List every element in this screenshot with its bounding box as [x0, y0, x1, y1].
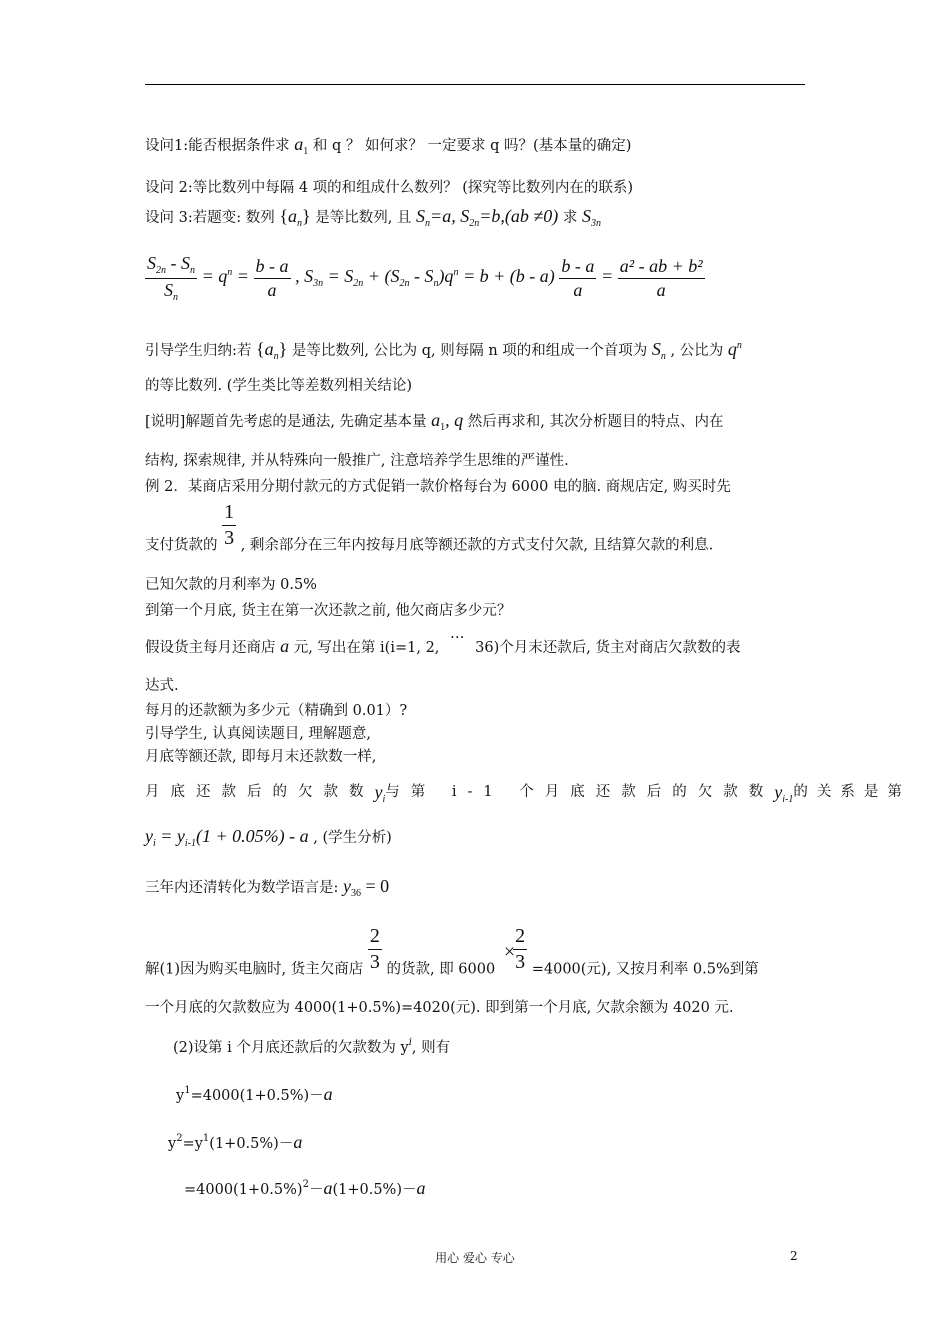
pay-pre: 支付货款的	[145, 537, 218, 554]
guide-2: 月底等额还款, 即每月末还款数一样,	[145, 749, 377, 765]
page-number: 2	[790, 1249, 798, 1263]
equation-3: $=4000(1+0.5\%)^2-a(1+0.5\%)-a$	[184, 1178, 426, 1198]
summary-pre: 引导学生归纳:若	[145, 343, 252, 359]
three-year-line	[145, 876, 389, 904]
eq-qn: = $q^n$ =	[201, 266, 249, 286]
seq-an-2: $\{a_n\}$	[256, 339, 288, 362]
relation-eq: $y_i = y_{i-1}(1 + 0.05\%) - a$	[145, 826, 309, 849]
note-post: 然后再求和, 其次分析题目的特点、内在	[467, 414, 724, 430]
equation-1: $y^1=4000(1+0.5\%)-a$	[176, 1084, 333, 1104]
q3-condition: $S_n=a$, $S_{2n}=b,(ab \ne 0)$	[416, 206, 559, 229]
sol-pre: 解(1)因为购买电脑时, 货主欠商店	[145, 961, 364, 978]
p2-post: , 则有	[411, 1040, 451, 1056]
p2-text: (2)设第 i 个月底还款后的欠款数为 y	[173, 1040, 409, 1056]
question-a: 到第一个月底, 货主在第一次还款之前, 他欠商店多少元？	[145, 603, 512, 619]
times-sign: ×	[503, 940, 516, 963]
question-c: 每月的还款额为多少元（精确到 0.01）?	[145, 703, 408, 719]
relation-note: , (学生分析)	[313, 830, 392, 846]
summary-mid: 是等比数列, 公比为 q, 则每隔 n 项的和组成一个首项为	[291, 343, 648, 359]
sol-mid: 的货款, 即 6000	[386, 961, 496, 978]
var-yi: $y_i$	[374, 782, 386, 805]
question-2: 设问 2:等比数列中每隔 4 项的和组成什么数列？ (探究等比数列内在的联系)	[145, 180, 634, 196]
question-b-line-1	[145, 626, 741, 658]
base-vars: $a_1$, q	[431, 410, 464, 433]
sol-post: =4000(元), 又按月利率 0.5%到第	[531, 961, 759, 978]
footer-text: 用心 爱心 专心	[435, 1251, 515, 1265]
ellipsis: …	[450, 626, 465, 642]
note-line-1	[145, 410, 723, 438]
solution-line-2: 一个月底的欠款数应为 4000(1+0.5%)=4020(元). 即到第一个月底, 欠款余额为 4020 元.	[145, 1000, 734, 1016]
var-yim1: $y_{i-1}$	[774, 782, 794, 805]
var-a: a	[280, 636, 290, 656]
equation-2: $y^2=y^1(1+0.5\%)-a$	[168, 1132, 303, 1152]
summary-line-2: 的等比数列. (学生类比等差数列相关结论)	[145, 378, 413, 394]
fraction-lhs: $\frac{S_{2n} - S_n}{S_n}$	[147, 253, 195, 303]
relation-formula	[145, 826, 392, 854]
fraction-rhs3: $\frac{\text{a² - ab + b²}}{a}$	[619, 256, 703, 300]
example-2-line-1: 例 2．某商店采用分期付款元的方式促销一款价格每台为 6000 电的脑. 商规店定, 购买时先	[145, 479, 731, 495]
sn-term: $S_n$	[651, 339, 666, 362]
seq-an: $\{a_n\}$	[279, 206, 311, 229]
s3n: $S_{3n}$	[581, 206, 601, 229]
q3-ask: 求	[562, 210, 578, 226]
header-rule	[145, 84, 805, 85]
summary-line-1	[145, 336, 742, 367]
qb-pre: 假设货主每月还商店	[145, 640, 276, 656]
qn-term: $q^n$	[727, 339, 742, 359]
s3n-expansion: , $S_{3n} = S_{2n} + (S_{2n} - S_n)q^n = b + (b - a)$	[295, 266, 555, 289]
formula-line	[145, 252, 705, 304]
note-pre: [说明]解题首先考虑的是通法, 先确定基本量	[145, 414, 427, 430]
solution-line-1	[145, 924, 759, 980]
y36-eq: $y_{36} = 0$	[343, 876, 390, 899]
guide-3	[145, 782, 911, 810]
fraction-two-thirds: $\frac{2}{3}$	[369, 925, 380, 973]
qb-mid: 元, 写出在第 i(i=1, 2,	[293, 640, 440, 656]
example-2-line-2	[145, 500, 713, 556]
pay-post: , 剩余部分在三年内按每月底等额还款的方式支付欠款, 且结算欠款的利息.	[240, 537, 714, 554]
question-3	[145, 206, 601, 234]
g3-a: 月底还款后的欠款数	[145, 784, 375, 800]
summary-mid2: , 公比为	[670, 343, 724, 359]
qb-post: 36)个月末还款后, 货主对商店欠款数的表	[475, 640, 741, 656]
eq-sign: =	[600, 266, 614, 286]
guide-1: 引导学生, 认真阅读题目, 理解题意,	[145, 726, 372, 742]
interest-rate: 已知欠款的月利率为 0.5%	[145, 577, 317, 593]
note-line-2: 结构, 探索规律, 并从特殊向一般推广, 注意培养学生思维的严谨性.	[145, 453, 569, 469]
var-a1: $a_1$	[294, 134, 309, 157]
fraction-one-third: $\frac{1}{3}$	[224, 501, 235, 549]
q3-mid: 是等比数列, 且	[315, 210, 412, 226]
g3-c: 的关系是第	[793, 784, 911, 800]
three-pre: 三年内还清转化为数学语言是:	[145, 880, 339, 896]
q1-rest: 和 q ？ 如何求？ 一定要求 q 吗？(基本量的确定)	[312, 138, 632, 154]
fraction-rhs1: $\frac{b - a}{a}$	[255, 256, 289, 300]
fraction-rhs2: $\frac{b - a}{a}$	[561, 256, 595, 300]
question-b-line-2: 达式.	[145, 678, 179, 694]
fraction-two-thirds-2: $\frac{2}{3}$	[515, 925, 526, 973]
g3-b: 与第 i-1 个月底还款后的欠款数	[385, 784, 775, 800]
solution-part-2: (2)设第 i 个月底还款后的欠款数为 $y^i$, 则有	[173, 1037, 451, 1056]
question-1	[145, 134, 631, 162]
q1-text: 设问1:能否根据条件求	[145, 138, 290, 154]
q3-text: 设问 3:若题变: 数列	[145, 210, 275, 226]
